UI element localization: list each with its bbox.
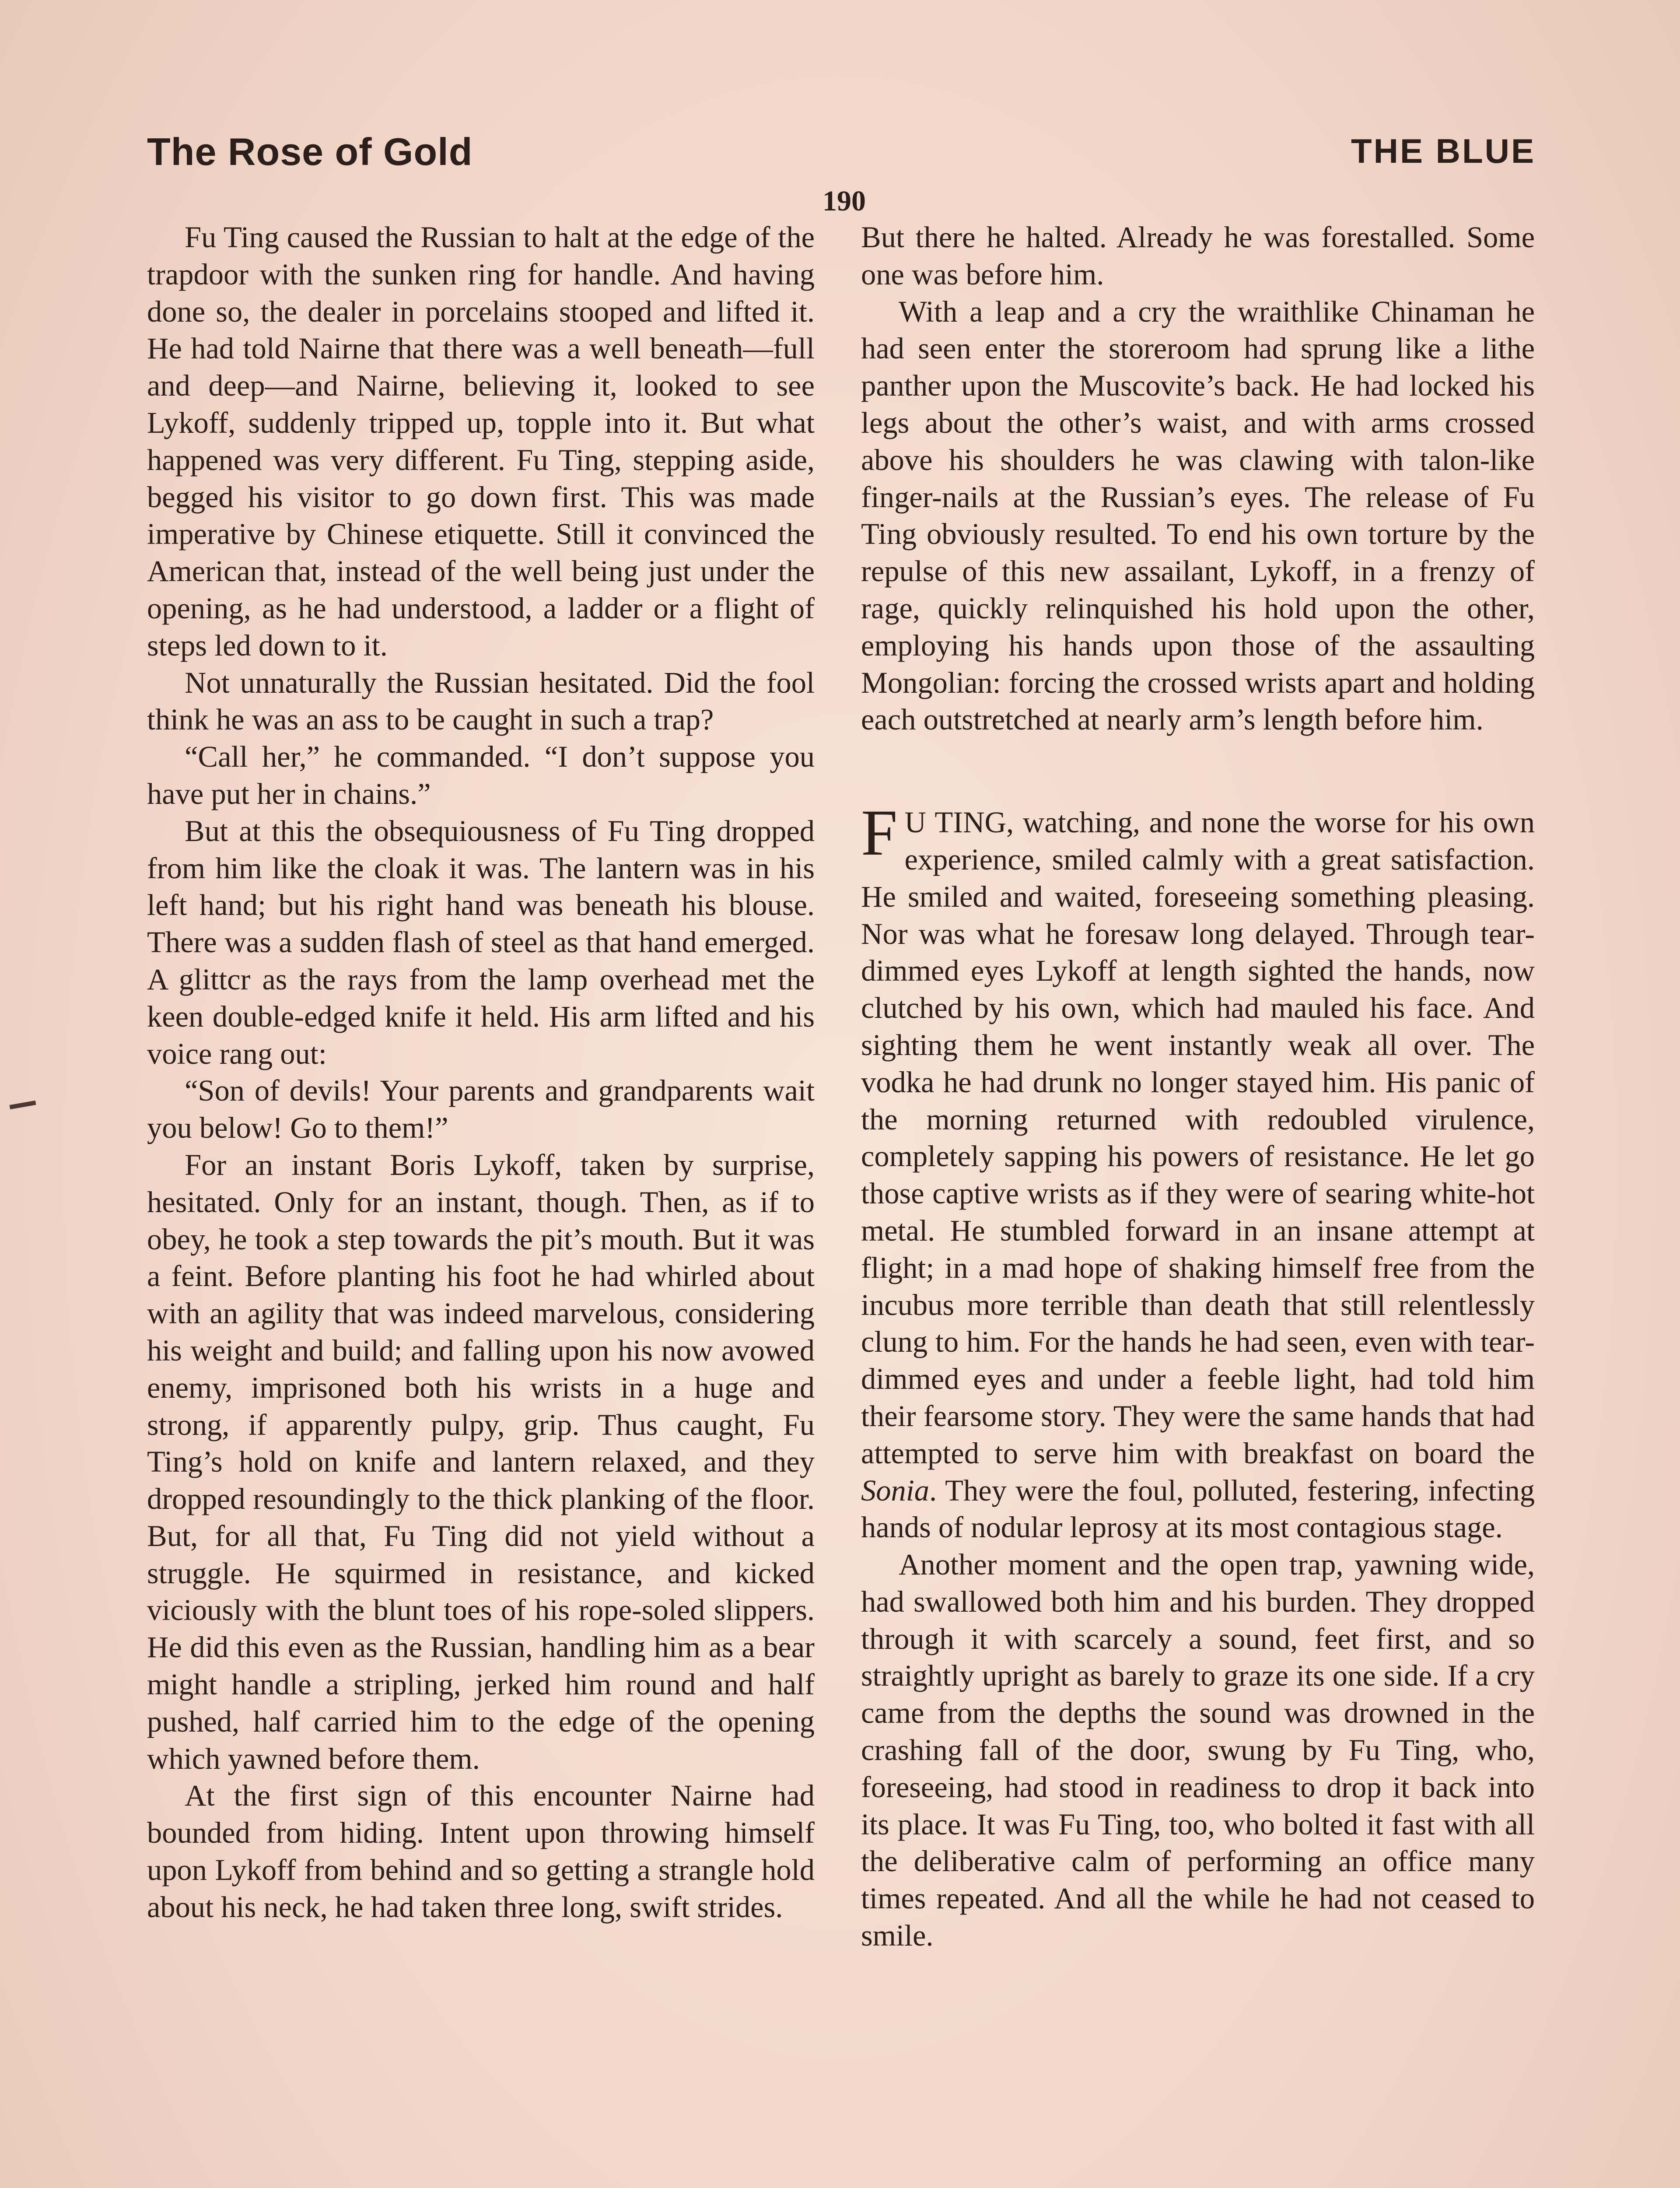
magazine-name: THE BLUE [1351,132,1536,170]
left-column [147,219,815,1926]
paragraph-text-end: . They were the foul, polluted, festering, infecting hands of nodular leprosy at its most contagious stage. [861,1473,1535,1544]
right-column [861,219,1535,1954]
drop-cap: F [861,796,898,870]
paragraph: But there he halted. Already he was forestalled. Some one was before him. [861,221,1535,291]
lead-words: U TING, [904,806,1014,839]
ship-name: Sonia [861,1473,930,1507]
paragraph-text: watching, and none the worse for his own experience, smiled calmly with a great satisfaction. He smiled and waited, foreseeing something pleasing. Nor was what he foresaw long delayed. Through tear-dimmed eyes Lykoff at length sighted the hands, now clutched by his own, which had mauled his face. And sighting them he went instantly weak all over. The vodka he had drunk no longer stayed him. His panic of the morning returned with redoubled virulence, completely sapping his powers of resistance. He let go those captive wrists as if they were of searing white-hot metal. He stumbled forward in an insane attempt at flight; in a mad hope of shaking himself free from the incubus more terrible than death that still relentlessly clung to him. For the hands he had seen, even with tear-dimmed eyes and under a feeble light, had told him their fearsome story. They were the same hands that had attempted to serve him with breakfast on board the [861,806,1535,1470]
story-title: The Rose of Gold [147,130,473,173]
page-number: 190 [822,185,866,217]
paragraph: “Call her,” he commanded. “I don’t suppose you have put her in chains.” [147,740,815,810]
section-paragraph [861,796,1535,1546]
paragraph: But at this the obsequiousness of Fu Ting dropped from him like the cloak it was. The lantern was in his left hand; but his right hand was beneath his blouse. There was a sudden flash of steel as that hand emerged. A glittcr as the rays from the lamp overhead met the keen double-edged knife it held. His arm lifted and his voice rang out: [147,814,815,1070]
paragraph: “Son of devils! Your parents and grandparents wait you below! Go to them!” [147,1074,815,1145]
paragraph: Another moment and the open trap, yawning wide, had swallowed both him and his burden. They dropped through it with scarcely a sound, feet first, and so straightly upright as barely to graze its one side. If a cry came from the depths the sound was drowned in the crashing fall of the door, swung by Fu Ting, who, foreseeing, had stood in readiness to drop it back into its place. It was Fu Ting, too, who bolted it fast with all the deliberative calm of performing an office many times repeated. And all the while he had not ceased to smile. [861,1548,1535,1953]
section-break [861,738,1535,804]
paragraph: At the first sign of this encounter Nairne had bounded from hiding. Intent upon throwing himself upon Lykoff from behind and so getting a strangle hold about his neck, he had taken three long, swift strides. [147,1779,815,1924]
paragraph: For an instant Boris Lykoff, taken by surprise, hesitated. Only for an instant, though. Then, as if to obey, he took a step towards the pit’s mouth. But it was a feint. Before planting his foot he had whirled about with an agility that was indeed marvelous, considering his weight and build; and falling upon his now avowed enemy, imprisoned both his wrists in a huge and strong, if apparently pulpy, grip. Thus caught, Fu Ting’s hold on knife and lantern relaxed, and they dropped resoundingly to the thick planking of the floor. But, for all that, Fu Ting did not yield without a struggle. He squirmed in resistance, and kicked viciously with the blunt toes of his rope-soled slippers. He did this even as the Russian, handling him as a bear might handle a stripling, jerked him round and half pushed, half carried him to the edge of the opening which yawned before them. [147,1148,815,1775]
paragraph: Not unnaturally the Russian hesitated. Did the fool think he was an ass to be caught in such a trap? [147,666,815,736]
paragraph: With a leap and a cry the wraithlike Chinaman he had seen enter the storeroom had sprung like a lithe panther upon the Muscovite’s back. He had locked his legs about the other’s waist, and with arms crossed above his shoulders he was clawing with talon-like finger-nails at the Russian’s eyes. The release of Fu Ting obviously resulted. To end his own torture by the repulse of this new assailant, Lykoff, in a frenzy of rage, quickly relinquished his hold upon the other, employing his hands upon those of the assaulting Mongolian: forcing the crossed wrists apart and holding each outstretched at nearly arm’s length before him. [861,295,1535,736]
paragraph: Fu Ting caused the Russian to halt at the edge of the trapdoor with the sunken ring for handle. And having done so, the dealer in porcelains stooped and lifted it. He had told Nairne that there was a well beneath—full and deep—and Nairne, believing it, looked to see Lykoff, suddenly tripped up, topple into it. But what happened was very different. Fu Ting, stepping aside, begged his visitor to go down first. This was made imperative by Chinese etiquette. Still it convinced the American that, instead of the well being just under the opening, as he had understood, a ladder or a flight of steps led down to it. [147,221,815,662]
